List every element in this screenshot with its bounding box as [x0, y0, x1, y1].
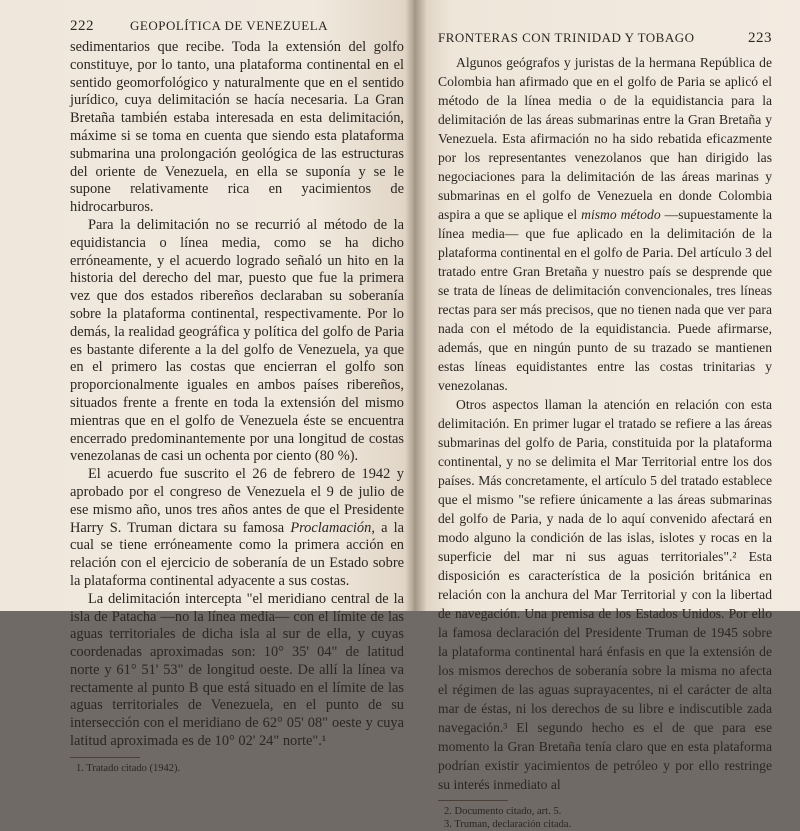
left-paragraph-2: Para la delimitación no se recurrió al método de la equidistancia o línea media, como se ha dicho erróneamente, y el acuerdo logrado señaló un hito en la historia del derecho del mar, puesto que fue la primera vez que dos estados ribereños declaraban su soberanía sobre la plataforma continental, respectivamente. Por lo demás, la realidad geográfica y política del golfo de Paria es bastante diferente a la del golfo de Venezuela, ya que en el primero las costas que encierran el golfo son proporcionalmente iguales en ambos países ribereños, situados frente a frente en toda la extensión del mismo mientras que en el golfo de Venezuela éste se encuentra encerrado predominantemente por una longitud de costas venezolanas de casi un ochenta por ciento (80 %). — [70, 216, 404, 465]
right-running-head: FRONTERAS CON TRINIDAD Y TOBAGO — [438, 30, 695, 45]
right-page — [414, 0, 800, 830]
left-paragraph-4: La delimitación intercepta "el meridiano central de la isla de Patacha —no la línea media— con el límite de las aguas territoriales de dicha isla al sur de ella, y cuyas coordenadas aproximadas son: 10° 35' 04" de latitud norte y 61° 51' 53" de longitud oeste. De allí la línea va rectamente al punto B que está situado en el límite de las aguas territoriales de Venezuela, en el punto de su intersección con el meridiano de 62° 05' 08" oeste y cuya latitud aproximada es de 10° 02' 24" norte".¹ — [70, 590, 404, 750]
right-paragraph-1 — [438, 53, 772, 395]
left-footnotes — [70, 762, 404, 775]
left-paragraph-3-text: El acuerdo fue suscrito el 26 de febrero de 1942 y aprobado por el congreso de Venezuela el 9 de julio de ese mismo año, unos tres años antes de que el Presidente Harry S. Truman dictara su famosa — [70, 466, 404, 536]
right-footnotes — [438, 805, 772, 831]
left-paragraph-1: sedimentarios que recibe. Toda la extensión del golfo constituye, por lo tanto, una plataforma continental en el sentido geomorfológico y naturalmente que en el sentido jurídico, cuya delimitación se hacía necesaria. La Gran Bretaña también estaba interesada en esta delimitación, máxime si se toma en cuenta que siendo esta plataforma submarina una prolongación geológica de las estructuras del oriente de Venezuela, en ella se suponía y se le supone relativamente rica en yacimientos de hidrocarburos. — [70, 39, 404, 216]
left-page-number: 222 — [70, 18, 94, 34]
left-page — [0, 0, 420, 774]
book-gutter-shadow — [405, 0, 427, 611]
right-page-header — [438, 30, 772, 47]
right-page-number: 223 — [748, 30, 772, 46]
right-footnote-2: 2. Documento citado, art. 5. — [444, 806, 562, 817]
left-paragraph-3 — [70, 466, 404, 591]
right-paragraph-2: Otros aspectos llaman la atención en relación con esta delimitación. En primer lugar el tratado se refiere a las áreas submarinas del golfo de Paria, constituida por la plataforma continental, y no se delimita el Mar Territorial entre los dos países. Más concretamente, el artículo 5 del tratado establece que el mismo "se refiere únicamente a las áreas submarinas del golfo de Paria, y nada de lo aquí convenido afectará en modo alguno la condición de las islas, islotes y rocas en la superficie del mar ni sus aguas territoriales".² Esta disposición es característica de la posición británica en relación con la anchura del Mar Territorial y con la libertad de navegación. Una premisa de los Estados Unidos. Por ello la famosa declaración del Presidente Truman de 1945 sobre la plataforma continental hará énfasis en que la extensión de los mismos derechos de soberanía sobre la misma no afecta el régimen de las aguas suprayacentes, ni el carácter de alta mar de éstas, ni los derechos de su libre e indiscutible zada navegación.³ El segundo hecho es el de que para ese momento la Gran Bretaña tenía claro que en esta plataforma podrían existir yacimientos de petróleo y por ello restringe su interés inmediato al — [438, 397, 772, 792]
right-footnote-3: 3. Truman, declaración citada. — [444, 819, 572, 830]
footnote-rule — [70, 757, 140, 758]
left-page-body — [70, 39, 404, 751]
right-paragraph-1-text-end: —supuestamente la línea media— que fue aplicado en la delimitación de la plataforma continental en el golfo de Paria. Del artículo 3 del tratado entre Gran Bretaña y nuestro país se desprende que se trata de líneas de delimitación convencionales, tres líneas rectas para ser más precisos, que no tienen nada que ver para nada con el método de la equidistancia. Puede afirmarse, además, que en ningún punto de su trazado se mantienen estas líneas equidistantes entre las costas trinitarias y venezolanas. — [438, 207, 773, 393]
right-footnote-rule — [438, 800, 508, 801]
left-paragraph-3-italic: Proclamación — [290, 519, 372, 536]
left-running-head: GEOPOLÍTICA DE VENEZUELA — [130, 18, 329, 33]
left-paragraph-3-text-end: , a la cual se tiene erróneamente como la primera acción en relación con el ejercicio de soberanía de un Estado sobre la plataforma continental adyacente a sus costas. — [70, 519, 404, 589]
right-paragraph-1-text: Algunos geógrafos y juristas de la hermana República de Colombia han afirmado que en el golfo de Paria se aplicó el método de la línea media o de la equidistancia para la delimitación de las áreas submarinas entre la Gran Bretaña y Venezuela. Esta afirmación no ha sido rebatida eficazmente por los representantes venezolanos que han dirigido las negociaciones para la delimitación de las áreas marinas y submarinas en el golfo de Venezuela en donde Colombia aspira a que se aplique el — [438, 55, 772, 222]
left-page-header — [70, 18, 404, 35]
right-page-body — [438, 53, 772, 794]
right-paragraph-1-italic: mismo método — [581, 207, 661, 222]
left-footnote-1: 1. Tratado citado (1942). — [76, 762, 181, 774]
